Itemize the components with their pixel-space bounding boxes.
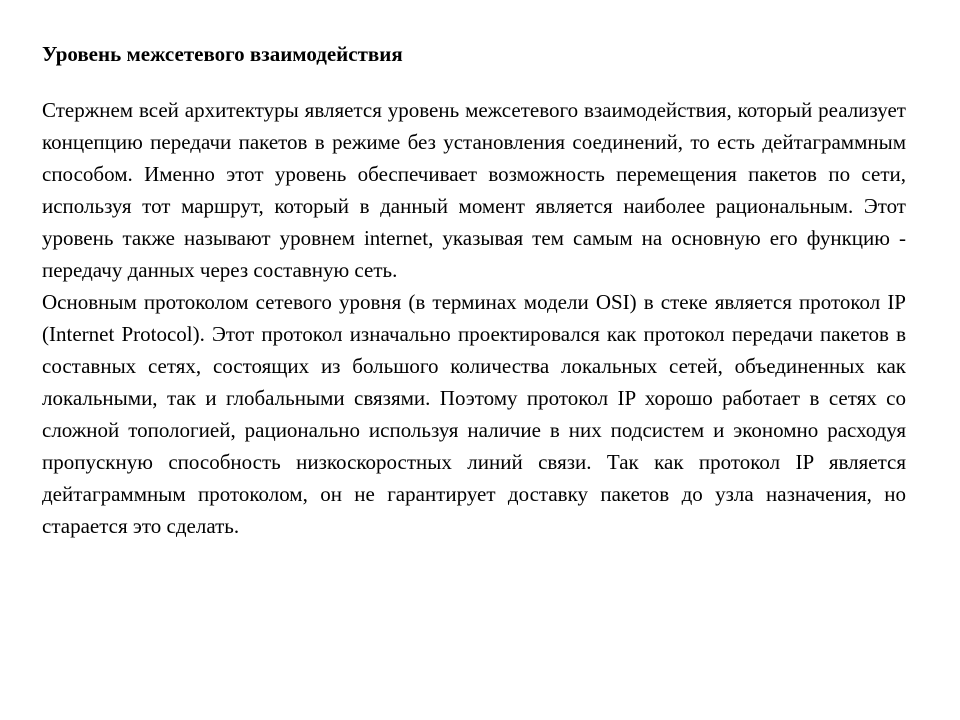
document-title: Уровень межсетевого взаимодействия	[42, 42, 403, 66]
paragraph-2: Основным протоколом сетевого уровня (в терминах модели OSI) в стеке является протокол IP (Internet Protocol). Этот протокол изначально проектировался как протокол передачи пакетов в составных сетях, состоящих из большого количества локальных сетей, объединенных как локальными, так и глобальными связями. Поэтому протокол IP хорошо работает в сетях со сложной топологией, рационально используя наличие в них подсистем и экономно расходуя пропускную способность низкоскоростных линий связи. Так как протокол IP является дейтаграммным протоколом, он не гарантирует доставку пакетов до узла назначения, но старается это сделать.	[42, 290, 906, 538]
paragraph-1: Стержнем всей архитектуры является уровень межсетевого взаимодействия, который реализует концепцию передачи пакетов в режиме без установления соединений, то есть дейтаграммным способом. Именно этот уровень обеспечивает возможность перемещения пакетов по сети, используя тот маршрут, который в данный момент является наиболее рациональным. Этот уровень также называют уровнем internet, указывая тем самым на основную его функцию - передачу данных через составную сеть.	[42, 98, 906, 282]
document-page	[42, 40, 906, 542]
